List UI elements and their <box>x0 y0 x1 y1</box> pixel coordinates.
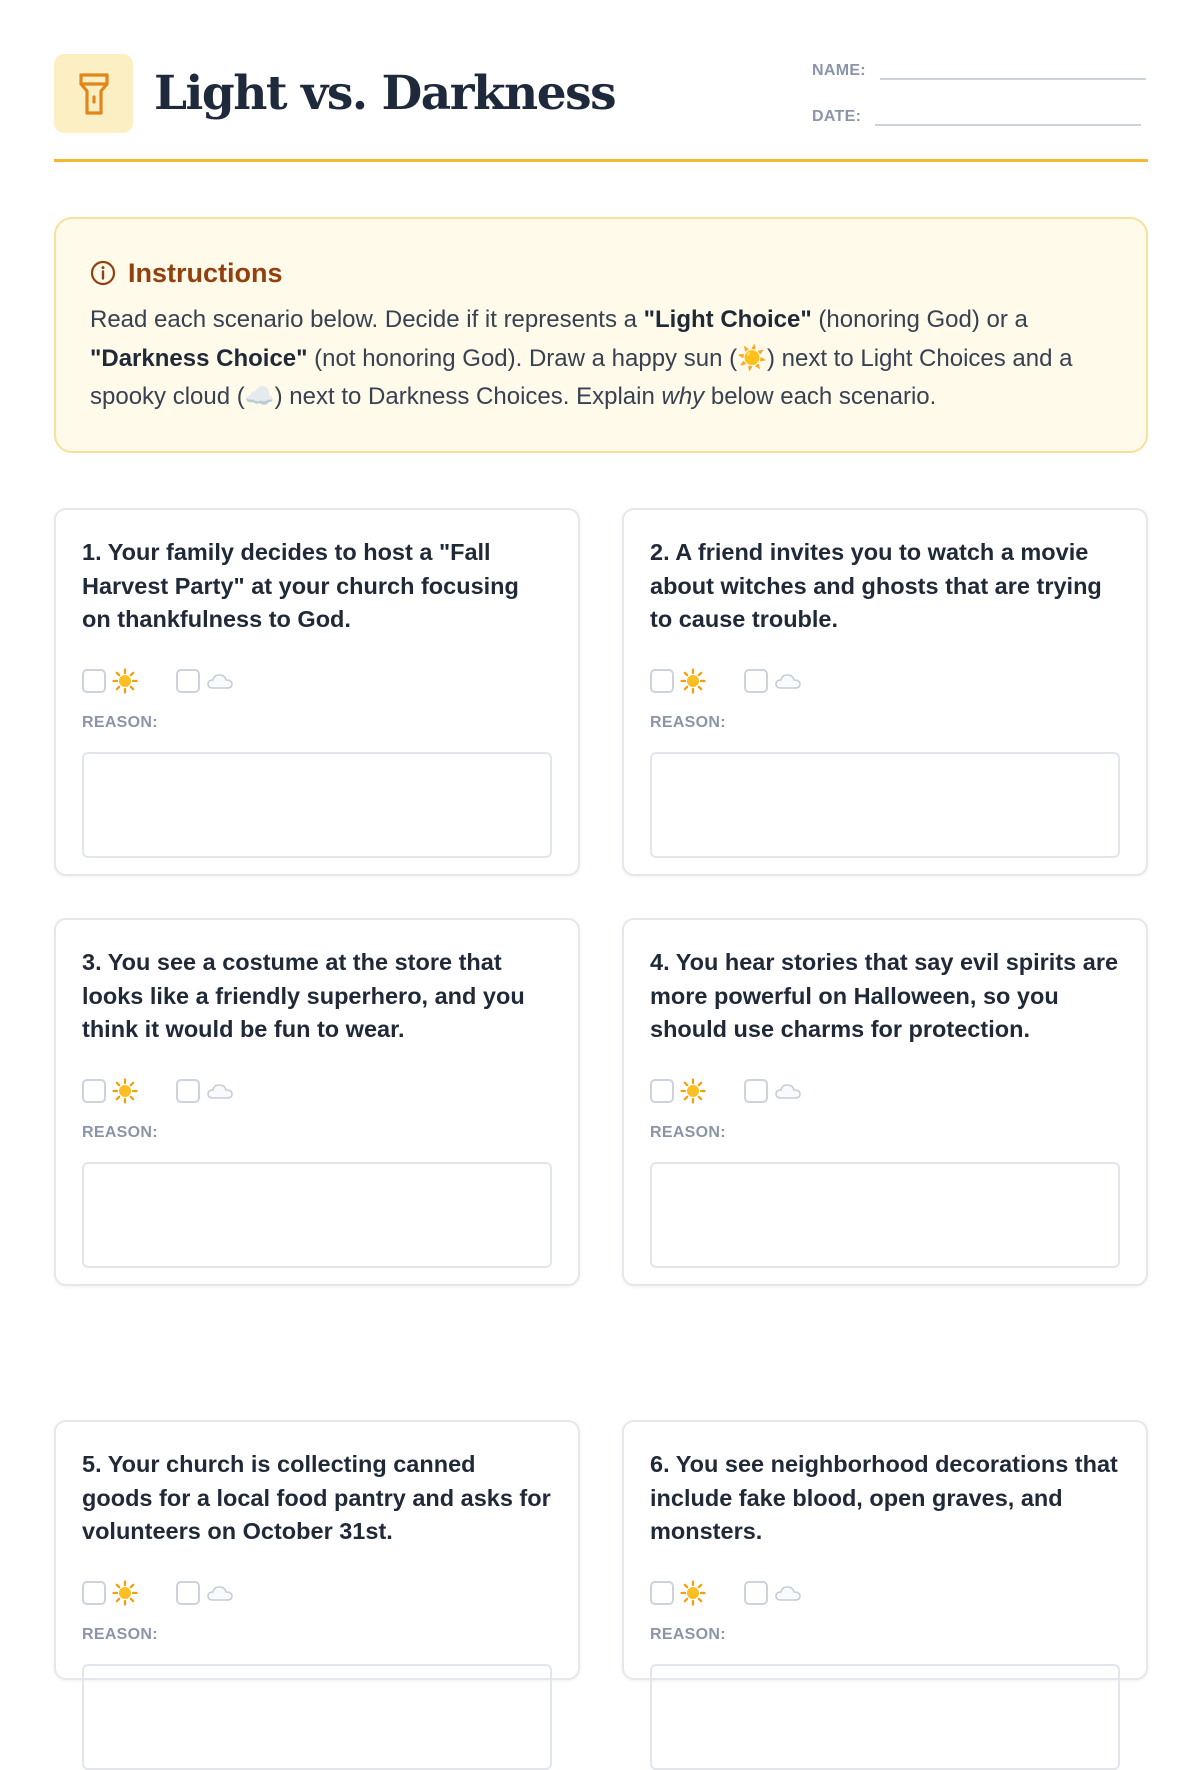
choice-row <box>650 666 1120 696</box>
dark-choice-option[interactable] <box>744 669 802 693</box>
dark-choice-option[interactable] <box>176 1079 234 1103</box>
scenario-card <box>622 508 1148 876</box>
light-checkbox[interactable] <box>82 1079 106 1103</box>
reason-input[interactable] <box>82 1664 552 1770</box>
scenario-card <box>622 918 1148 1286</box>
dark-choice-option[interactable] <box>744 1581 802 1605</box>
flashlight-icon <box>77 71 111 117</box>
scenario-text: 5. Your church is collecting canned goods for a local food pantry and asks for volunteers on October 31st. <box>82 1451 551 1544</box>
logo-badge <box>54 54 133 133</box>
page-title: Light vs. Darkness <box>154 66 616 121</box>
light-checkbox[interactable] <box>650 1079 674 1103</box>
light-checkbox[interactable] <box>650 669 674 693</box>
choice-row <box>650 1578 1120 1608</box>
name-input-line[interactable] <box>880 60 1146 80</box>
light-choice-option[interactable] <box>82 668 138 694</box>
light-checkbox[interactable] <box>82 669 106 693</box>
reason-input[interactable] <box>650 1162 1120 1268</box>
dark-checkbox[interactable] <box>176 1581 200 1605</box>
date-field <box>812 106 1141 126</box>
cloud-icon <box>774 670 802 692</box>
sun-icon <box>680 1580 706 1606</box>
dark-checkbox[interactable] <box>744 1079 768 1103</box>
cloud-glyph: ☁️ <box>244 383 275 410</box>
light-checkbox[interactable] <box>650 1581 674 1605</box>
date-label: DATE: <box>812 108 862 125</box>
dark-choice-option[interactable] <box>744 1079 802 1103</box>
light-checkbox[interactable] <box>82 1581 106 1605</box>
scenario-text: 6. You see neighborhood decorations that include fake blood, open graves, and monsters. <box>650 1451 1118 1544</box>
sun-icon <box>680 1078 706 1104</box>
name-label: NAME: <box>812 62 866 79</box>
cloud-icon <box>206 1080 234 1102</box>
scenario-card <box>54 508 580 876</box>
choice-row <box>82 1076 552 1106</box>
reason-label: REASON: <box>650 714 726 731</box>
choice-row <box>650 1076 1120 1106</box>
reason-input[interactable] <box>82 752 552 858</box>
sun-icon <box>112 1078 138 1104</box>
scenario-text: 4. You hear stories that say evil spirits are more powerful on Halloween, so you should use charms for protection. <box>650 949 1119 1042</box>
scenario-text: 2. A friend invites you to watch a movie about witches and ghosts that are trying to cause trouble. <box>650 539 1102 632</box>
light-choice-option[interactable] <box>82 1078 138 1104</box>
instructions-heading <box>90 255 1112 291</box>
choice-row <box>82 1578 552 1608</box>
reason-label: REASON: <box>650 1124 726 1141</box>
light-choice-option[interactable] <box>82 1580 138 1606</box>
name-field <box>812 60 1146 80</box>
light-choice-term: "Light Choice" <box>643 306 812 333</box>
dark-choice-option[interactable] <box>176 1581 234 1605</box>
scenario-card <box>54 918 580 1286</box>
reason-input[interactable] <box>650 752 1120 858</box>
dark-checkbox[interactable] <box>176 669 200 693</box>
dark-checkbox[interactable] <box>176 1079 200 1103</box>
scenario-text: 3. You see a costume at the store that looks like a friendly superhero, and you think it would be fun to wear. <box>82 949 525 1042</box>
cloud-icon <box>774 1080 802 1102</box>
instructions-box <box>54 217 1148 453</box>
cloud-icon <box>206 670 234 692</box>
instructions-title: Instructions <box>128 257 283 288</box>
info-icon <box>90 260 116 286</box>
scenario-card <box>54 1420 580 1680</box>
reason-label: REASON: <box>650 1626 726 1643</box>
light-choice-option[interactable] <box>650 668 706 694</box>
reason-input[interactable] <box>82 1162 552 1268</box>
dark-choice-option[interactable] <box>176 669 234 693</box>
cloud-icon <box>206 1582 234 1604</box>
reason-label: REASON: <box>82 1626 158 1643</box>
why-emphasis: why <box>661 383 705 410</box>
light-choice-option[interactable] <box>650 1580 706 1606</box>
choice-row <box>82 666 552 696</box>
sun-icon <box>112 1580 138 1606</box>
reason-input[interactable] <box>650 1664 1120 1770</box>
date-input-line[interactable] <box>875 106 1141 126</box>
scenario-text: 1. Your family decides to host a "Fall Harvest Party" at your church focusing on thankfulness to God. <box>82 539 519 632</box>
reason-label: REASON: <box>82 714 158 731</box>
reason-label: REASON: <box>82 1124 158 1141</box>
instructions-text: Read each scenario below. Decide if it represents a "Light Choice" (honoring God) or a "Darkness Choice" (not honoring God). Draw a happy sun (☀️) next to Light Choices and a spooky cloud (☁️) next to Darkness Choices. Explain why below each scenario. <box>90 306 1073 410</box>
cloud-icon <box>774 1582 802 1604</box>
sun-icon <box>680 668 706 694</box>
dark-checkbox[interactable] <box>744 1581 768 1605</box>
dark-checkbox[interactable] <box>744 669 768 693</box>
sun-icon <box>112 668 138 694</box>
darkness-choice-term: "Darkness Choice" <box>90 344 308 372</box>
sun-glyph: ☀️ <box>737 344 767 372</box>
worksheet-header <box>54 54 1148 162</box>
scenario-card <box>622 1420 1148 1680</box>
light-choice-option[interactable] <box>650 1078 706 1104</box>
